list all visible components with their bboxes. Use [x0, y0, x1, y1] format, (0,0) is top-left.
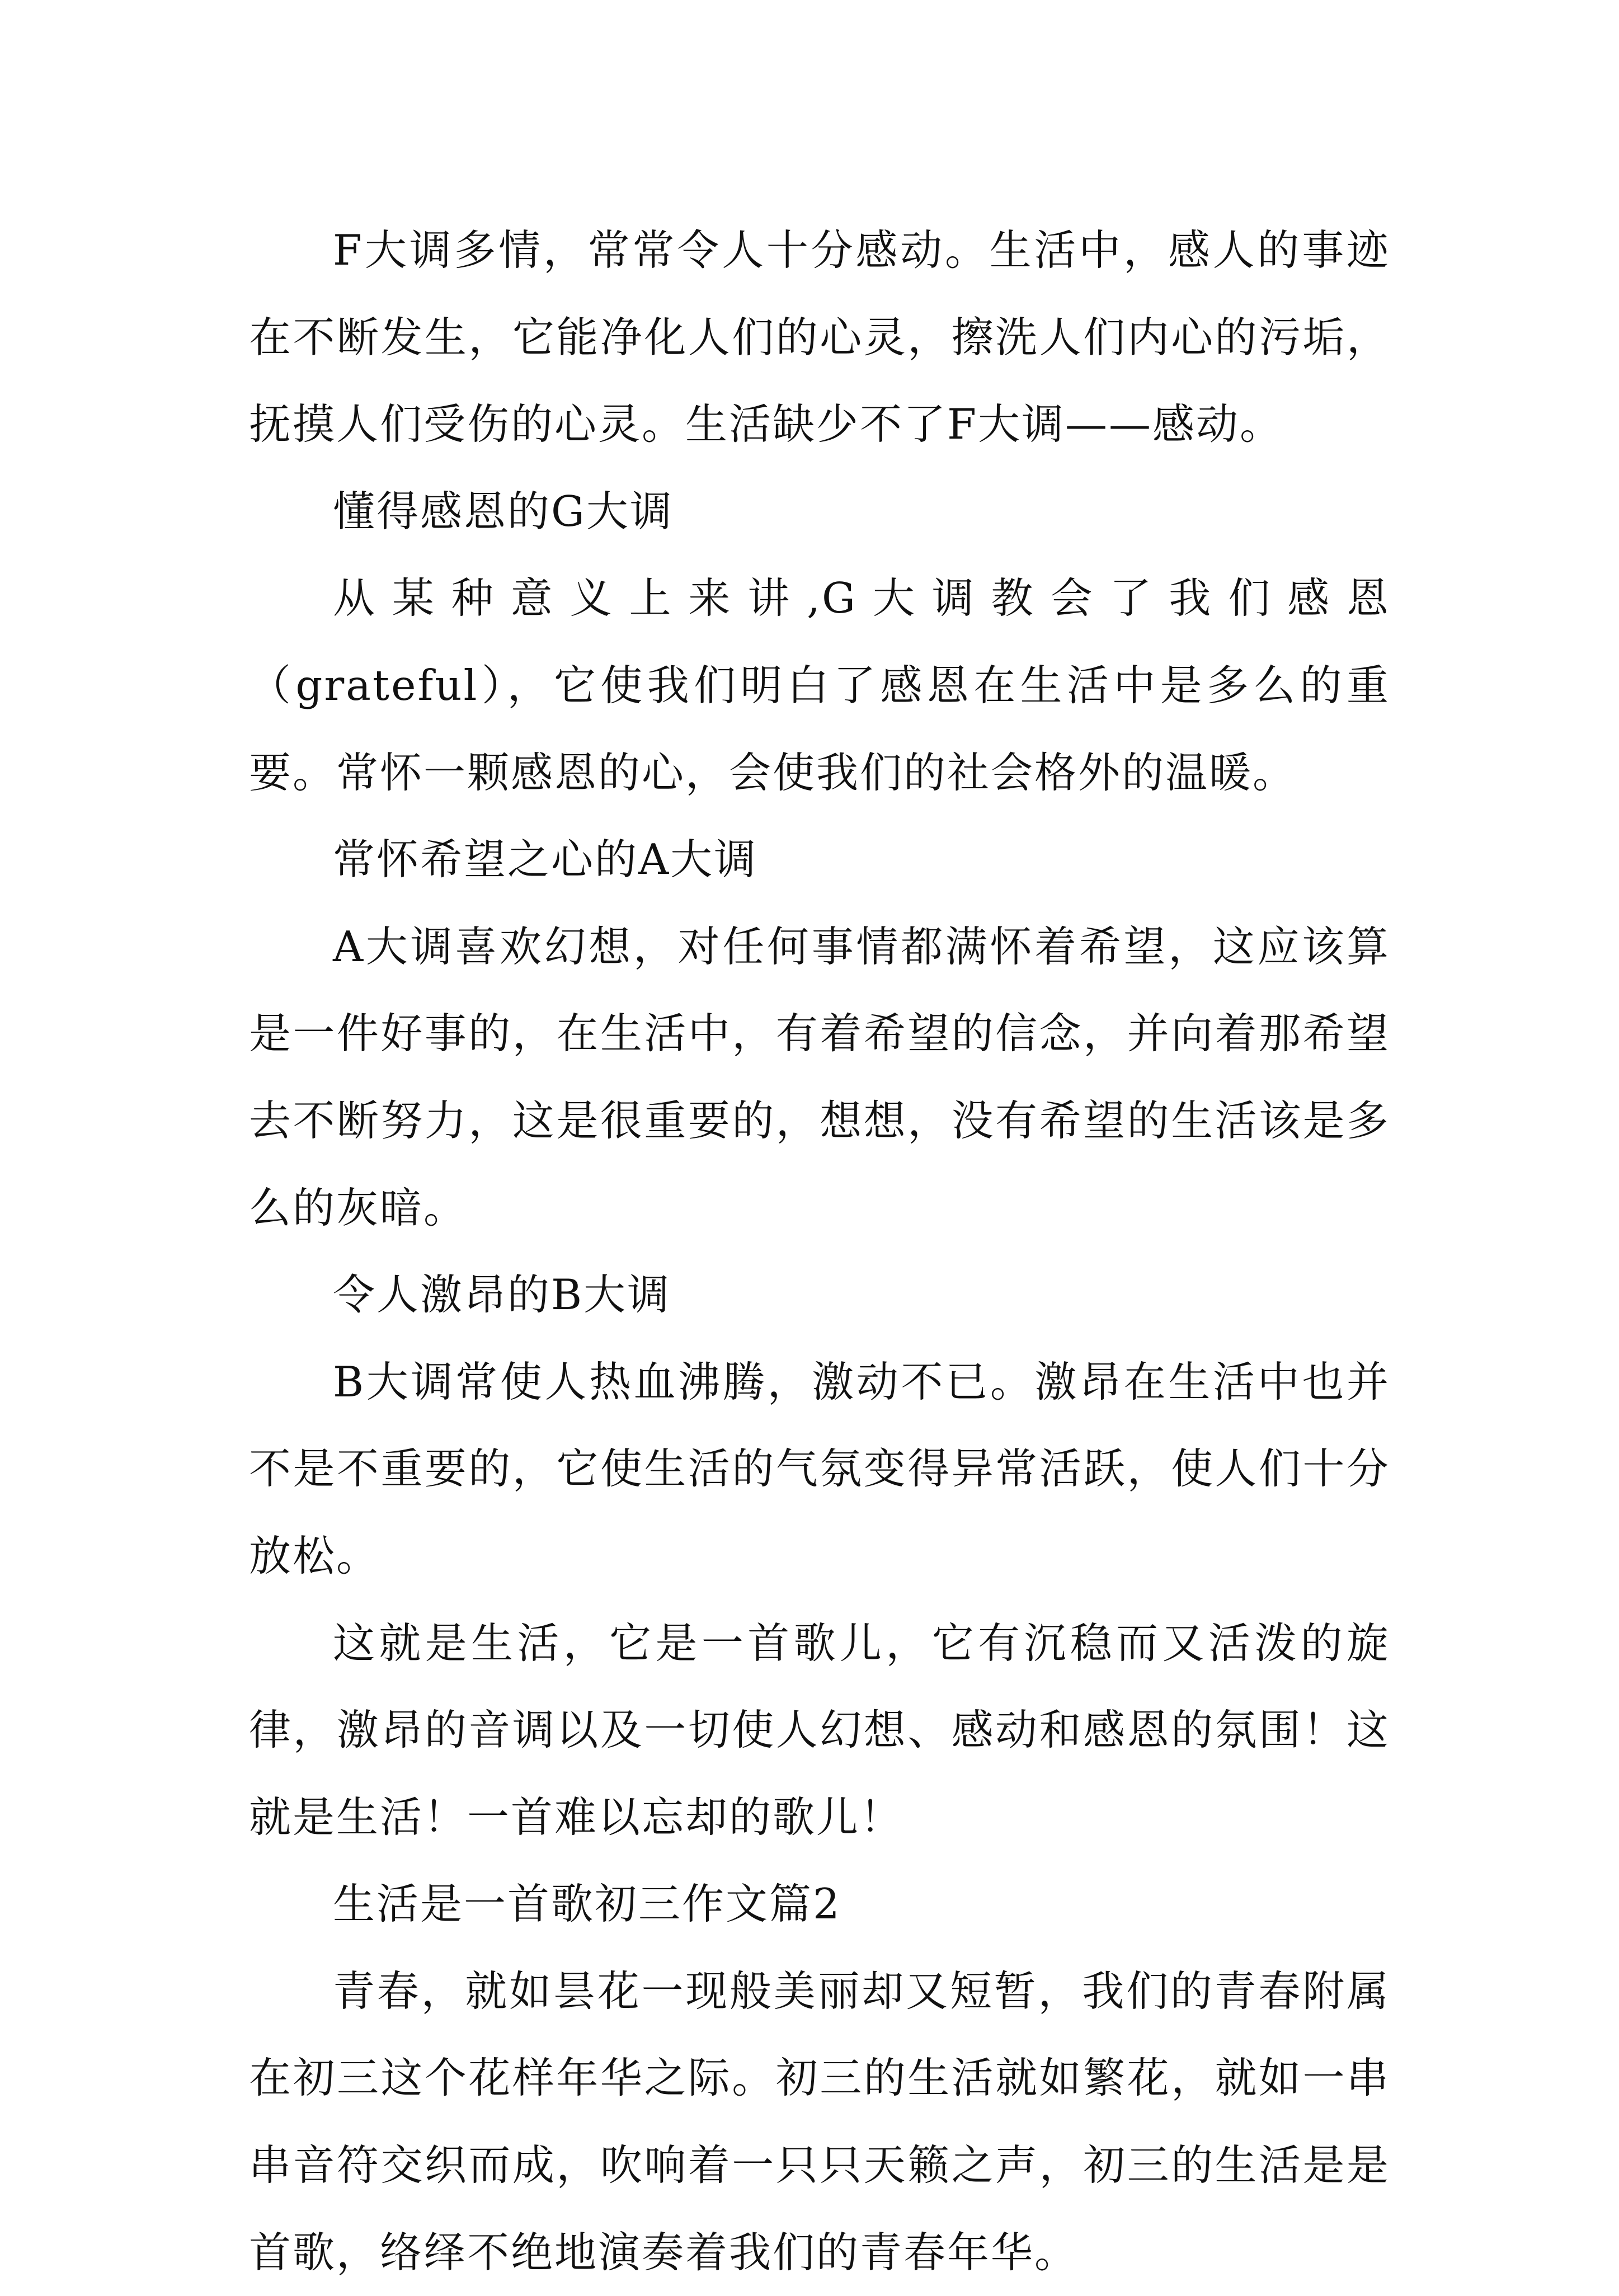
essay-title-part-2: 生活是一首歌初三作文篇2	[333, 1879, 841, 1929]
paragraph-youth: 青春，就如昙花一现般美丽却又短暂，我们的青春附属在初三这个花样年华之际。初三的生活就如繁花，就如一串串音符交织而成，吹响着一只只天籁之声，初三的生活是是首歌，络绎不绝地演奏着我们的青春年华。	[249, 1966, 1390, 2277]
heading-g-major: 懂得感恩的G大调	[333, 486, 674, 536]
paragraph-conclusion: 这就是生活，它是一首歌儿，它有沉稳而又活泼的旋律，激昂的音调以及一切使人幻想、感动和感恩的氛围！这就是生活！一首难以忘却的歌儿！	[249, 1618, 1390, 1842]
heading-b-major: 令人激昂的B大调	[333, 1270, 671, 1320]
heading-a-major: 常怀希望之心的A大调	[333, 835, 758, 884]
paragraph-f-major: F大调多情，常常令人十分感动。生活中，感人的事迹在不断发生，它能净化人们的心灵，擦洗人们内心的污垢，抚摸人们受伤的心灵。生活缺少不了F大调——感动。	[249, 225, 1390, 449]
paragraph-g-major: 从某种意义上来讲,G大调教会了我们感恩（grateful），它使我们明白了感恩在生活中是多么的重要。常怀一颗感恩的心，会使我们的社会格外的温暖。	[249, 573, 1390, 797]
document-body	[249, 207, 1390, 2296]
paragraph-a-major: A大调喜欢幻想，对任何事情都满怀着希望，这应该算是一件好事的，在生活中，有着希望的信念，并向着那希望去不断努力，这是很重要的，想想，没有希望的生活该是多么的灰暗。	[249, 921, 1390, 1232]
paragraph-b-major: B大调常使人热血沸腾，激动不已。激昂在生活中也并不是不重要的，它使生活的气氛变得异常活跃，使人们十分放松。	[249, 1357, 1390, 1580]
